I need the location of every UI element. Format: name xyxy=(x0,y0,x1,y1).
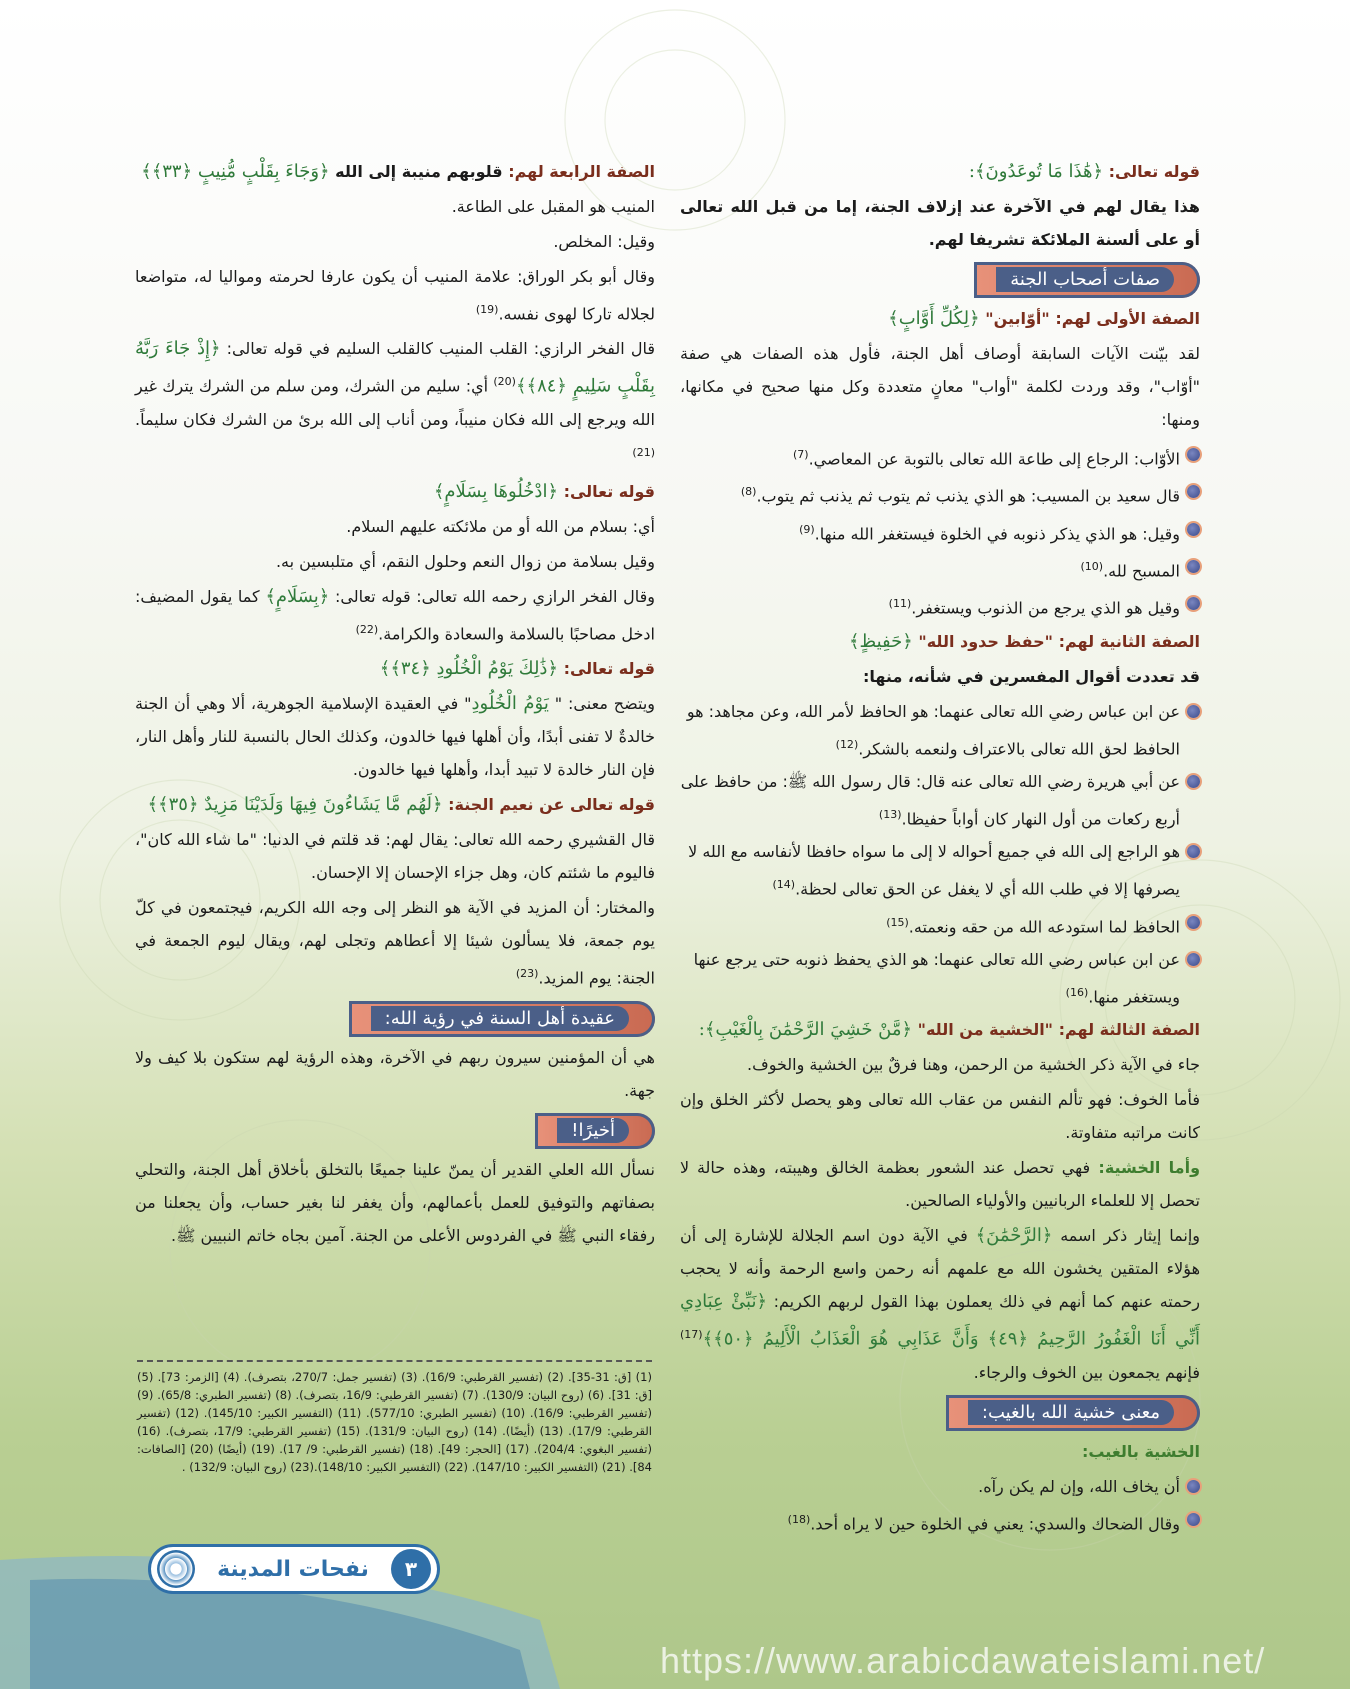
list-item: وقيل هو الذي يرجع من الذنوب ويستغفر.$^{(11)}$ xyxy=(680,587,1200,624)
magazine-name: نفحات المدينة xyxy=(217,1556,369,1582)
subheading: الخشية بالغيب: xyxy=(1081,1441,1200,1461)
list-item: وقال الضحاك والسدي: يعني في الخلوة حين لا يراه أحد.$^{(18)}$ xyxy=(680,1503,1200,1540)
verse-heading: قوله تعالى: ﴿ذَٰلِكَ يَوْمُ الْخُلُودِ ﴿٣٤﴾﴾ xyxy=(379,658,655,680)
bullet-icon xyxy=(1187,485,1200,498)
rosette-icon xyxy=(157,1550,195,1588)
watermark-url: https://www.arabicdawateislami.net/ xyxy=(660,1640,1266,1681)
paragraph: المنيب هو المقبل على الطاعة. xyxy=(451,197,655,216)
meaning-list xyxy=(680,695,1200,1014)
paragraph: ويتضح معنى: " يَوْمُ الْخُلُودِ" في العقيدة الإسلامية الجوهرية، ألا وهي أن الجنة خالدةٌ لا تفنى أبدًا، وأن أهلها فيها خالدون، وكذلك الحال بالنسبة للنار وأهل النار، فإن النار خالدة لا تبيد أبدا، وأهلها فيها خالدون. xyxy=(135,693,655,780)
bullet-icon xyxy=(1187,560,1200,573)
paragraph: وأما الخشية: فهي تحصل عند الشعور بعظمة الخالق وهيبته، وهذه حالة لا تحصل إلا للعلماء الربانيين والأولياء الصالحين. xyxy=(680,1158,1201,1211)
bullet-icon xyxy=(1187,1513,1200,1526)
paragraph: أي: بسلام من الله أو من ملائكته عليهم السلام. xyxy=(346,516,655,536)
paragraph: هي أن المؤمنين سيرون ربهم في الآخرة، وهذه الرؤية لهم ستكون بلا كيف ولا جهة. xyxy=(135,1047,655,1100)
section-header: أخيرًا! xyxy=(535,1113,655,1149)
paragraph: وقيل بسلامة من زوال النعم وحلول النقم، أي متلبسين به. xyxy=(275,551,655,571)
paragraph: فأما الخوف: فهو تألم النفس من عقاب الله تعالى وهو يحصل لأكثر الخلق وإن كانت مراتبه متفاوتة. xyxy=(680,1090,1200,1143)
footer-band xyxy=(0,1500,560,1689)
paragraph: وقال أبو بكر الوراق: علامة المنيب أن يكون عارفا لحرمته ومواليا له، متواضعا لجلاله تاركا لهوى نفسه.$^{(19)}$ xyxy=(135,267,655,324)
section-header: صفات أصحاب الجنة xyxy=(974,262,1200,298)
paragraph: قال القشيري رحمه الله تعالى: يقال لهم: قد قلتم في الدنيا: "ما شاء الله كان"، فاليوم ما شئتم كان، وهل جزاء الإحسان إلا الإحسان. xyxy=(135,830,655,883)
paragraph: قال الفخر الرازي: القلب المنيب كالقلب السليم في قوله تعالى: ﴿إِذْ جَاءَ رَبَّهُ بِقَلْبٍ سَلِيمٍ ﴿٨٤﴾﴾$^{(20)}$ أي: سليم من الشرك، ومن سلم من الشرك يترك غير الله ويرجع إلى الله فكان منيباً، ومن أناب إلى الله برئ من الشرك فكان سليماً.$^{(21)}$ xyxy=(135,338,655,459)
bullet-icon xyxy=(1187,597,1200,610)
bullet-icon xyxy=(1187,845,1200,858)
paragraph: قد تعددت أقوال المفسرين في شأنه، منها: xyxy=(862,666,1200,686)
list-item: وقيل: هو الذي يذكر ذنوبه في الخلوة فيستغفر الله منها.$^{(9)}$ xyxy=(680,513,1200,550)
verse-heading: قوله تعالى عن نعيم الجنة: ﴿لَهُم مَّا يَشَاءُونَ فِيهَا وَلَدَيْنَا مَزِيدٌ ﴿٣٥﴾﴾ xyxy=(147,794,655,816)
list-item: الحافظ لما استودعه الله من حقه ونعمته.$^{(15)}$ xyxy=(680,906,1200,943)
bullet-icon xyxy=(1187,1480,1200,1493)
bullet-icon xyxy=(1187,523,1200,536)
section-header: عقيدة أهل السنة في رؤية الله: xyxy=(349,1001,655,1037)
attribute-heading: الصفة الأولى لهم: "أوّابين" ﴿لِكُلِّ أَوَّابٍ﴾ xyxy=(888,308,1200,329)
meaning-list xyxy=(680,438,1200,625)
list-item: عن أبي هريرة رضي الله تعالى عنه قال: قال رسول الله ﷺ: من حافظ على أربع ركعات من أول النهار كان أواباً حفيظا.$^{(13)}$ xyxy=(680,765,1200,835)
list-item: الأوّاب: الرجاع إلى طاعة الله تعالى بالتوبة عن المعاصي.$^{(7)}$ xyxy=(680,438,1200,475)
magazine-badge xyxy=(148,1544,440,1594)
paragraph: جاء في الآية ذكر الخشية من الرحمن، وهنا فرقٌ بين الخشية والخوف. xyxy=(747,1055,1200,1075)
list-item: هو الراجع إلى الله في جميع أحواله لا إلى ما سواه حافظا لأنفاسه مع الله لا يصرفها إلا في طلب الله أي لا يغفل عن الحق تعالى لحظة.$^{(14)}$ xyxy=(680,835,1200,905)
left-column xyxy=(135,155,655,1254)
list-item: المسبح لله.$^{(10)}$ xyxy=(680,550,1200,587)
attribute-heading: الصفة الثالثة لهم: "الخشية من الله" ﴿مَّنْ خَشِيَ الرَّحْمَٰنَ بِالْغَيْبِ﴾: xyxy=(698,1019,1200,1041)
section-header: معنى خشية الله بالغيب: xyxy=(946,1395,1200,1431)
attribute-heading: الصفة الرابعة لهم: قلوبهم منيبة إلى الله ﴿وَجَاءَ بِقَلْبٍ مُّنِيبٍ ﴿٣٣﴾﴾ xyxy=(141,161,655,182)
bullet-icon xyxy=(1187,775,1200,788)
bullet-icon xyxy=(1187,916,1200,929)
list-item: عن ابن عباس رضي الله تعالى عنهما: هو الذي يحفظ ذنوبه حتى يرجع عنها ويستغفر منها.$^{(16)}$ xyxy=(680,943,1200,1013)
paragraph: وإنما إيثار ذكر اسمه ﴿الرَّحْمَٰنَ﴾ في الآية دون اسم الجلالة للإشارة إلى أن هؤلاء المتقين يخشون الله مع علمهم أنه رحمن واسع الرحمة وأنه لا يحجب رحمته عنهم كما أنهم في ذلك يعملون بهذا القول لربهم الكريم: ﴿نَبِّئْ عِبَادِي أَنِّي أَنَا الْغَفُورُ الرَّحِيمُ ﴿٤٩﴾ وَأَنَّ عَذَابِي هُوَ الْعَذَابُ الْأَلِيمُ ﴿٥٠﴾﴾$^{(17)}$ فإنهم يجمعون بين الخوف والرجاء. xyxy=(680,1225,1201,1382)
paragraph: والمختار: أن المزيد في الآية هو النظر إلى وجه الله الكريم، فيجتمعون في كلّ يوم جمعة، فلا يسألون شيئا إلا أعطاهم وتجلى لهم، ويقال ليوم الجمعة في الجنة: يوم المزيد.$^{(23)}$ xyxy=(135,898,655,988)
bullet-icon xyxy=(1187,705,1200,718)
bullet-icon xyxy=(1187,953,1200,966)
list-item: قال سعيد بن المسيب: هو الذي يذنب ثم يتوب ثم يذنب ثم يتوب.$^{(8)}$ xyxy=(680,475,1200,512)
list-item: أن يخاف الله، وإن لم يكن رآه. xyxy=(680,1470,1200,1503)
right-column xyxy=(680,155,1200,1540)
paragraph: لقد بيّنت الآيات السابقة أوصاف أهل الجنة، فأول هذه الصفات هي صفة "أوّاب"، وقد وردت لكلمة "أواب" معانٍ متعددة وكل منها صحيح في مكانها، ومنها: xyxy=(680,344,1200,429)
list-item: عن ابن عباس رضي الله تعالى عنهما: هو الحافظ لأمر الله، وعن مجاهد: هو الحافظ لحق الله تعالى بالاعتراف ولنعمه بالشكر.$^{(12)}$ xyxy=(680,695,1200,765)
verse-heading: قوله تعالى: ﴿ادْخُلُوهَا بِسَلَامٍ﴾ xyxy=(433,480,655,502)
page-number: ٣ xyxy=(391,1549,431,1589)
bullet-icon xyxy=(1187,448,1200,461)
paragraph: وقال الفخر الرازي رحمه الله تعالى: قوله تعالى: ﴿بِسَلَامٍ﴾ كما يقول المضيف: ادخل مصاحبًا بالسلامة والسعادة والكرامة.$^{(22)}$ xyxy=(135,585,656,644)
footnotes: (1) [ق: 31-35]. (2) (تفسير القرطبي: 16/9). (3) (تفسير جمل: 270/7، بتصرف). (4) [الزمر: 73]. (5) [ق: 31]. (6) (روح البيان: 130/9). (7) (تفسير القرطبي: 16/9، بتصرف). (8) (تفسير الطبري: 65/8). (9) (تفسير القرطبي: 16/9). (10) (تفسير الطبري: 577/10). (11) (التفسير الكبير: 145/10). (12) (تفسير القرطبي: 17/9). (13) (أيضًا). (14) (روح البيان: 131/9). (15) (تفسير القرطبي: 17/9، بتصرف). (16) (تفسير البغوي: 204/4). (17) [الحجر: 49]. (18) (تفسير القرطبي: 9/ 17). (19) (أيضًا) (20) [الصافات: 84]. (21) (التفسير الكبير: 147/10). (22) (التفسير الكبير: 148/10).(23) (روح البيان: 132/9) . xyxy=(137,1360,652,1476)
meaning-list xyxy=(680,1470,1200,1540)
verse-heading: قوله تعالى: ﴿هَٰذَا مَا تُوعَدُونَ﴾: xyxy=(968,161,1200,182)
paragraph: هذا يقال لهم في الآخرة عند إزلاف الجنة، إما من قبل الله تعالى أو على ألسنة الملائكة تشريفا لهم. xyxy=(680,197,1200,249)
paragraph: وقيل: المخلص. xyxy=(553,232,655,251)
paragraph: نسأل الله العلي القدير أن يمنّ علينا جميعًا بالتخلق بأخلاق أهل الجنة، والتحلي بصفاتهم والتوفيق للعمل بأعمالهم، وأن يغفر لنا بغير حساب، وأن يجعلنا من رفقاء النبي ﷺ في الفردوس الأعلى من الجنة. آمين بجاه خاتم النبيين ﷺ. xyxy=(135,1159,655,1245)
attribute-heading: الصفة الثانية لهم: "حفظ حدود الله" ﴿حَفِيظٍ﴾ xyxy=(848,630,1200,652)
